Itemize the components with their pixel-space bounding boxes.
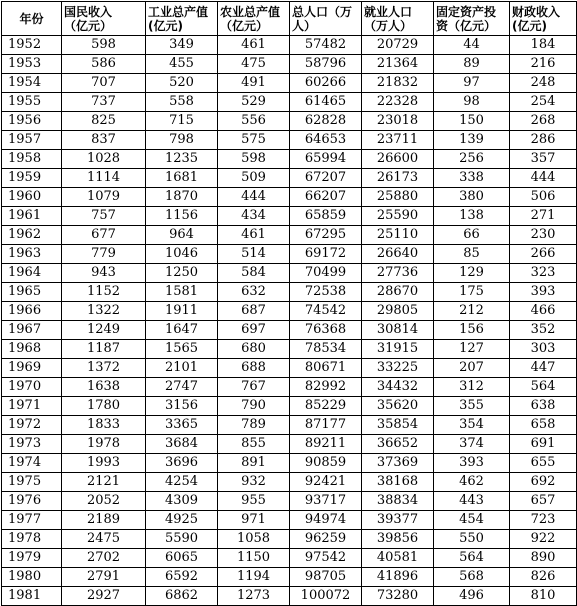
cell-industrial-output: 5590 — [146, 530, 218, 549]
column-header-line: 农业总产值 — [220, 4, 281, 19]
cell-national-income: 825 — [62, 112, 146, 131]
cell-fixed-asset-investment: 454 — [434, 511, 510, 530]
cell-employed-population: 25590 — [362, 207, 434, 226]
cell-fixed-asset-investment: 98 — [434, 93, 510, 112]
cell-agricultural-output: 529 — [218, 93, 290, 112]
cell-fiscal-revenue: 447 — [510, 359, 577, 378]
cell-total-population: 90859 — [290, 454, 362, 473]
cell-national-income: 1638 — [62, 378, 146, 397]
cell-fixed-asset-investment: 138 — [434, 207, 510, 226]
cell-industrial-output: 3156 — [146, 397, 218, 416]
cell-fiscal-revenue: 268 — [510, 112, 577, 131]
cell-fiscal-revenue: 506 — [510, 188, 577, 207]
table-row — [2, 207, 577, 226]
cell-total-population: 70499 — [290, 264, 362, 283]
cell-agricultural-output: 955 — [218, 492, 290, 511]
cell-fiscal-revenue: 286 — [510, 131, 577, 150]
cell-national-income: 586 — [62, 55, 146, 74]
cell-industrial-output: 798 — [146, 131, 218, 150]
cell-agricultural-output: 687 — [218, 302, 290, 321]
cell-agricultural-output: 434 — [218, 207, 290, 226]
cell-national-income: 2121 — [62, 473, 146, 492]
cell-industrial-output: 3365 — [146, 416, 218, 435]
cell-national-income: 598 — [62, 36, 146, 55]
cell-fixed-asset-investment: 393 — [434, 454, 510, 473]
cell-fixed-asset-investment: 354 — [434, 416, 510, 435]
cell-total-population: 64653 — [290, 131, 362, 150]
cell-agricultural-output: 688 — [218, 359, 290, 378]
cell-year: 1964 — [2, 264, 62, 283]
cell-industrial-output: 6592 — [146, 568, 218, 587]
cell-fixed-asset-investment: 156 — [434, 321, 510, 340]
cell-employed-population: 21364 — [362, 55, 434, 74]
cell-fixed-asset-investment: 207 — [434, 359, 510, 378]
table-row — [2, 55, 577, 74]
cell-total-population: 87177 — [290, 416, 362, 435]
cell-total-population: 80671 — [290, 359, 362, 378]
cell-fiscal-revenue: 691 — [510, 435, 577, 454]
table-body — [2, 36, 577, 606]
cell-year: 1966 — [2, 302, 62, 321]
cell-agricultural-output: 1150 — [218, 549, 290, 568]
cell-national-income: 2189 — [62, 511, 146, 530]
cell-year: 1969 — [2, 359, 62, 378]
cell-total-population: 76368 — [290, 321, 362, 340]
cell-year: 1978 — [2, 530, 62, 549]
cell-agricultural-output: 697 — [218, 321, 290, 340]
cell-fiscal-revenue: 352 — [510, 321, 577, 340]
cell-agricultural-output: 1194 — [218, 568, 290, 587]
cell-national-income: 1372 — [62, 359, 146, 378]
column-header-employed-population — [362, 2, 434, 36]
cell-year: 1967 — [2, 321, 62, 340]
cell-fiscal-revenue: 393 — [510, 283, 577, 302]
cell-fiscal-revenue: 890 — [510, 549, 577, 568]
cell-year: 1955 — [2, 93, 62, 112]
cell-national-income: 1322 — [62, 302, 146, 321]
cell-year: 1972 — [2, 416, 62, 435]
cell-industrial-output: 1235 — [146, 150, 218, 169]
cell-national-income: 1079 — [62, 188, 146, 207]
cell-national-income: 1249 — [62, 321, 146, 340]
cell-industrial-output: 1565 — [146, 340, 218, 359]
cell-fixed-asset-investment: 564 — [434, 549, 510, 568]
cell-total-population: 100072 — [290, 587, 362, 606]
column-header-line: 就业人口 — [364, 4, 413, 19]
cell-agricultural-output: 444 — [218, 188, 290, 207]
cell-fixed-asset-investment: 97 — [434, 74, 510, 93]
cell-agricultural-output: 932 — [218, 473, 290, 492]
cell-year: 1980 — [2, 568, 62, 587]
column-header-line: （万人） — [364, 18, 413, 33]
cell-agricultural-output: 461 — [218, 226, 290, 245]
cell-year: 1958 — [2, 150, 62, 169]
cell-total-population: 67295 — [290, 226, 362, 245]
cell-year: 1970 — [2, 378, 62, 397]
column-header-line: （亿元） — [220, 18, 269, 33]
column-header-line: 财政收入 — [512, 4, 561, 19]
cell-fiscal-revenue: 323 — [510, 264, 577, 283]
cell-total-population: 89211 — [290, 435, 362, 454]
cell-fixed-asset-investment: 139 — [434, 131, 510, 150]
cell-agricultural-output: 1273 — [218, 587, 290, 606]
cell-fiscal-revenue: 230 — [510, 226, 577, 245]
cell-year: 1953 — [2, 55, 62, 74]
cell-agricultural-output: 475 — [218, 55, 290, 74]
cell-employed-population: 35620 — [362, 397, 434, 416]
cell-fiscal-revenue: 922 — [510, 530, 577, 549]
cell-employed-population: 23711 — [362, 131, 434, 150]
cell-employed-population: 25110 — [362, 226, 434, 245]
cell-employed-population: 35854 — [362, 416, 434, 435]
cell-employed-population: 25880 — [362, 188, 434, 207]
cell-agricultural-output: 575 — [218, 131, 290, 150]
cell-employed-population: 39377 — [362, 511, 434, 530]
cell-agricultural-output: 514 — [218, 245, 290, 264]
cell-employed-population: 22328 — [362, 93, 434, 112]
table-row — [2, 340, 577, 359]
cell-employed-population: 21832 — [362, 74, 434, 93]
cell-year: 1965 — [2, 283, 62, 302]
cell-national-income: 737 — [62, 93, 146, 112]
cell-employed-population: 23018 — [362, 112, 434, 131]
table-row — [2, 530, 577, 549]
cell-total-population: 61465 — [290, 93, 362, 112]
column-header-agricultural-output — [218, 2, 290, 36]
cell-year: 1974 — [2, 454, 62, 473]
cell-agricultural-output: 1058 — [218, 530, 290, 549]
table-row — [2, 131, 577, 150]
cell-employed-population: 26173 — [362, 169, 434, 188]
cell-fiscal-revenue: 254 — [510, 93, 577, 112]
cell-national-income: 2791 — [62, 568, 146, 587]
table-row — [2, 93, 577, 112]
cell-total-population: 57482 — [290, 36, 362, 55]
table-row — [2, 454, 577, 473]
cell-employed-population: 33225 — [362, 359, 434, 378]
cell-total-population: 85229 — [290, 397, 362, 416]
cell-industrial-output: 1681 — [146, 169, 218, 188]
column-header-line: 国民收入 — [64, 4, 113, 19]
cell-total-population: 92421 — [290, 473, 362, 492]
cell-fixed-asset-investment: 256 — [434, 150, 510, 169]
cell-total-population: 58796 — [290, 55, 362, 74]
cell-industrial-output: 1870 — [146, 188, 218, 207]
cell-year: 1957 — [2, 131, 62, 150]
cell-industrial-output: 3696 — [146, 454, 218, 473]
column-header-line: 资（亿元） — [436, 18, 497, 33]
cell-agricultural-output: 789 — [218, 416, 290, 435]
cell-year: 1959 — [2, 169, 62, 188]
cell-fixed-asset-investment: 127 — [434, 340, 510, 359]
table-row — [2, 283, 577, 302]
cell-fixed-asset-investment: 66 — [434, 226, 510, 245]
cell-employed-population: 40581 — [362, 549, 434, 568]
cell-national-income: 1978 — [62, 435, 146, 454]
column-header-line: (亿元) — [512, 18, 547, 33]
cell-fiscal-revenue: 303 — [510, 340, 577, 359]
cell-employed-population: 27736 — [362, 264, 434, 283]
cell-fixed-asset-investment: 89 — [434, 55, 510, 74]
cell-fiscal-revenue: 638 — [510, 397, 577, 416]
cell-industrial-output: 520 — [146, 74, 218, 93]
cell-total-population: 67207 — [290, 169, 362, 188]
table-row — [2, 245, 577, 264]
table-row — [2, 492, 577, 511]
cell-industrial-output: 1250 — [146, 264, 218, 283]
cell-year: 1976 — [2, 492, 62, 511]
cell-employed-population: 37369 — [362, 454, 434, 473]
cell-national-income: 779 — [62, 245, 146, 264]
cell-agricultural-output: 767 — [218, 378, 290, 397]
cell-employed-population: 41896 — [362, 568, 434, 587]
cell-employed-population: 26600 — [362, 150, 434, 169]
table-row — [2, 568, 577, 587]
cell-fiscal-revenue: 248 — [510, 74, 577, 93]
column-header-fiscal-revenue — [510, 2, 577, 36]
cell-year: 1954 — [2, 74, 62, 93]
cell-agricultural-output: 461 — [218, 36, 290, 55]
cell-employed-population: 39856 — [362, 530, 434, 549]
table-row — [2, 150, 577, 169]
cell-fixed-asset-investment: 338 — [434, 169, 510, 188]
cell-year: 1977 — [2, 511, 62, 530]
cell-agricultural-output: 855 — [218, 435, 290, 454]
cell-year: 1963 — [2, 245, 62, 264]
cell-fixed-asset-investment: 44 — [434, 36, 510, 55]
cell-year: 1975 — [2, 473, 62, 492]
cell-fixed-asset-investment: 175 — [434, 283, 510, 302]
table-row — [2, 359, 577, 378]
cell-year: 1981 — [2, 587, 62, 606]
cell-national-income: 1187 — [62, 340, 146, 359]
cell-national-income: 1993 — [62, 454, 146, 473]
table-row — [2, 188, 577, 207]
cell-national-income: 1114 — [62, 169, 146, 188]
cell-national-income: 757 — [62, 207, 146, 226]
cell-national-income: 1028 — [62, 150, 146, 169]
cell-industrial-output: 4925 — [146, 511, 218, 530]
cell-industrial-output: 3684 — [146, 435, 218, 454]
cell-fixed-asset-investment: 496 — [434, 587, 510, 606]
cell-year: 1952 — [2, 36, 62, 55]
table-row — [2, 112, 577, 131]
column-header-industrial-output — [146, 2, 218, 36]
cell-fixed-asset-investment: 374 — [434, 435, 510, 454]
cell-fiscal-revenue: 655 — [510, 454, 577, 473]
cell-employed-population: 38168 — [362, 473, 434, 492]
cell-fiscal-revenue: 216 — [510, 55, 577, 74]
cell-total-population: 62828 — [290, 112, 362, 131]
column-header-line: 总人口（万 — [292, 4, 353, 19]
cell-industrial-output: 1911 — [146, 302, 218, 321]
cell-national-income: 1152 — [62, 283, 146, 302]
cell-agricultural-output: 790 — [218, 397, 290, 416]
column-header-line: 工业总产值 — [148, 4, 209, 19]
cell-agricultural-output: 509 — [218, 169, 290, 188]
cell-industrial-output: 6862 — [146, 587, 218, 606]
cell-employed-population: 29805 — [362, 302, 434, 321]
cell-year: 1960 — [2, 188, 62, 207]
cell-national-income: 2475 — [62, 530, 146, 549]
cell-year: 1979 — [2, 549, 62, 568]
table-header — [2, 2, 577, 36]
table-row — [2, 321, 577, 340]
cell-total-population: 96259 — [290, 530, 362, 549]
table-row — [2, 36, 577, 55]
cell-national-income: 2052 — [62, 492, 146, 511]
column-header-line: 人） — [292, 18, 317, 33]
cell-year: 1962 — [2, 226, 62, 245]
cell-total-population: 66207 — [290, 188, 362, 207]
cell-employed-population: 38834 — [362, 492, 434, 511]
cell-agricultural-output: 891 — [218, 454, 290, 473]
cell-total-population: 97542 — [290, 549, 362, 568]
cell-employed-population: 31915 — [362, 340, 434, 359]
cell-total-population: 74542 — [290, 302, 362, 321]
cell-total-population: 65994 — [290, 150, 362, 169]
cell-fixed-asset-investment: 550 — [434, 530, 510, 549]
cell-fixed-asset-investment: 462 — [434, 473, 510, 492]
cell-fiscal-revenue: 466 — [510, 302, 577, 321]
cell-fiscal-revenue: 266 — [510, 245, 577, 264]
table-row — [2, 511, 577, 530]
cell-employed-population: 30814 — [362, 321, 434, 340]
table-row — [2, 397, 577, 416]
cell-total-population: 98705 — [290, 568, 362, 587]
table-row — [2, 416, 577, 435]
cell-fiscal-revenue: 184 — [510, 36, 577, 55]
cell-fiscal-revenue: 658 — [510, 416, 577, 435]
cell-industrial-output: 1156 — [146, 207, 218, 226]
cell-national-income: 2702 — [62, 549, 146, 568]
cell-fixed-asset-investment: 312 — [434, 378, 510, 397]
cell-fiscal-revenue: 564 — [510, 378, 577, 397]
cell-agricultural-output: 556 — [218, 112, 290, 131]
header-row — [2, 2, 577, 36]
table-row — [2, 169, 577, 188]
cell-industrial-output: 1647 — [146, 321, 218, 340]
cell-industrial-output: 2747 — [146, 378, 218, 397]
cell-national-income: 943 — [62, 264, 146, 283]
cell-fiscal-revenue: 444 — [510, 169, 577, 188]
cell-industrial-output: 4309 — [146, 492, 218, 511]
cell-employed-population: 20729 — [362, 36, 434, 55]
cell-fixed-asset-investment: 380 — [434, 188, 510, 207]
cell-fixed-asset-investment: 85 — [434, 245, 510, 264]
cell-total-population: 94974 — [290, 511, 362, 530]
cell-industrial-output: 6065 — [146, 549, 218, 568]
cell-industrial-output: 964 — [146, 226, 218, 245]
cell-year: 1973 — [2, 435, 62, 454]
cell-industrial-output: 1581 — [146, 283, 218, 302]
cell-total-population: 78534 — [290, 340, 362, 359]
cell-agricultural-output: 598 — [218, 150, 290, 169]
cell-fiscal-revenue: 723 — [510, 511, 577, 530]
cell-year: 1956 — [2, 112, 62, 131]
cell-industrial-output: 558 — [146, 93, 218, 112]
cell-agricultural-output: 491 — [218, 74, 290, 93]
table-row — [2, 264, 577, 283]
cell-total-population: 93717 — [290, 492, 362, 511]
column-header-line: （亿元） — [64, 18, 113, 33]
cell-fiscal-revenue: 692 — [510, 473, 577, 492]
column-header-fixed-asset-investment — [434, 2, 510, 36]
cell-industrial-output: 715 — [146, 112, 218, 131]
table-row — [2, 473, 577, 492]
cell-year: 1961 — [2, 207, 62, 226]
cell-total-population: 65859 — [290, 207, 362, 226]
cell-total-population: 72538 — [290, 283, 362, 302]
cell-industrial-output: 4254 — [146, 473, 218, 492]
statistics-table — [1, 1, 577, 606]
table-row — [2, 549, 577, 568]
table-row — [2, 74, 577, 93]
cell-fixed-asset-investment: 568 — [434, 568, 510, 587]
cell-employed-population: 36652 — [362, 435, 434, 454]
column-header-year — [2, 2, 62, 36]
cell-national-income: 2927 — [62, 587, 146, 606]
cell-fiscal-revenue: 657 — [510, 492, 577, 511]
cell-fixed-asset-investment: 212 — [434, 302, 510, 321]
table-row — [2, 378, 577, 397]
column-header-national-income — [62, 2, 146, 36]
cell-fixed-asset-investment: 150 — [434, 112, 510, 131]
cell-total-population: 60266 — [290, 74, 362, 93]
cell-industrial-output: 2101 — [146, 359, 218, 378]
cell-national-income: 1833 — [62, 416, 146, 435]
column-header-line: (亿元) — [148, 18, 183, 33]
cell-agricultural-output: 584 — [218, 264, 290, 283]
cell-national-income: 837 — [62, 131, 146, 150]
cell-industrial-output: 455 — [146, 55, 218, 74]
column-header-line: 固定资产投 — [436, 4, 497, 19]
cell-total-population: 82992 — [290, 378, 362, 397]
cell-fiscal-revenue: 357 — [510, 150, 577, 169]
table-row — [2, 435, 577, 454]
table-row — [2, 302, 577, 321]
cell-national-income: 677 — [62, 226, 146, 245]
cell-agricultural-output: 680 — [218, 340, 290, 359]
cell-total-population: 69172 — [290, 245, 362, 264]
cell-fixed-asset-investment: 355 — [434, 397, 510, 416]
cell-year: 1968 — [2, 340, 62, 359]
column-header-line: 年份 — [19, 11, 44, 26]
cell-employed-population: 28670 — [362, 283, 434, 302]
cell-fixed-asset-investment: 443 — [434, 492, 510, 511]
cell-agricultural-output: 632 — [218, 283, 290, 302]
cell-fiscal-revenue: 271 — [510, 207, 577, 226]
cell-industrial-output: 1046 — [146, 245, 218, 264]
cell-year: 1971 — [2, 397, 62, 416]
cell-fiscal-revenue: 810 — [510, 587, 577, 606]
cell-national-income: 1780 — [62, 397, 146, 416]
cell-industrial-output: 349 — [146, 36, 218, 55]
cell-employed-population: 34432 — [362, 378, 434, 397]
cell-fixed-asset-investment: 129 — [434, 264, 510, 283]
table-row — [2, 226, 577, 245]
column-header-total-population — [290, 2, 362, 36]
cell-agricultural-output: 971 — [218, 511, 290, 530]
cell-employed-population: 26640 — [362, 245, 434, 264]
cell-national-income: 707 — [62, 74, 146, 93]
cell-employed-population: 73280 — [362, 587, 434, 606]
cell-fiscal-revenue: 826 — [510, 568, 577, 587]
